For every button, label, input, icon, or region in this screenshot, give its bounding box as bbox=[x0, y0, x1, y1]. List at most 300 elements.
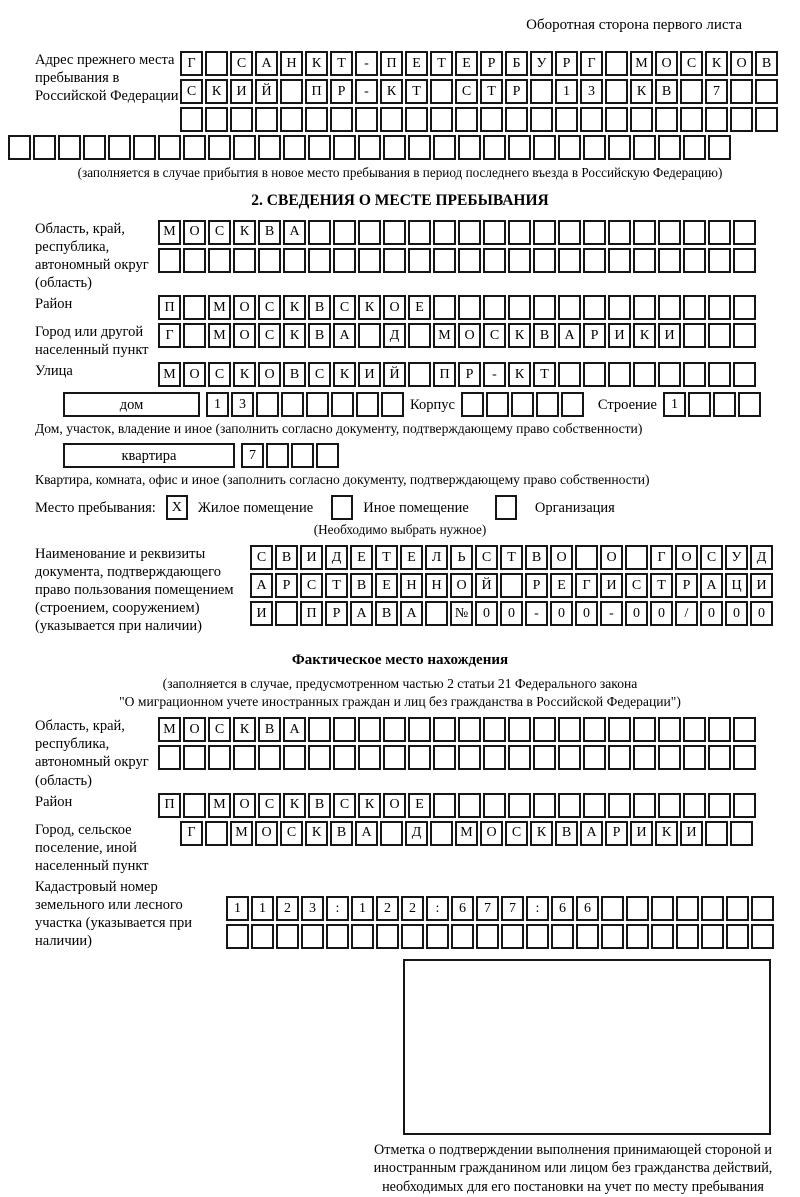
char-box bbox=[738, 392, 761, 417]
apartment-type-box: квартира bbox=[63, 443, 235, 468]
char-box: С bbox=[258, 323, 281, 348]
char-box bbox=[733, 745, 756, 770]
char-box bbox=[433, 295, 456, 320]
char-box bbox=[383, 248, 406, 273]
char-box: 1 bbox=[663, 392, 686, 417]
char-box: О bbox=[233, 793, 256, 818]
char-box bbox=[633, 248, 656, 273]
char-box: И bbox=[630, 821, 653, 846]
char-box bbox=[258, 135, 281, 160]
char-box: 3 bbox=[231, 392, 254, 417]
char-box: М bbox=[230, 821, 253, 846]
char-box: О bbox=[255, 821, 278, 846]
korpus-label: Корпус bbox=[410, 396, 455, 413]
char-box bbox=[326, 924, 349, 949]
cadastral-rows bbox=[226, 878, 774, 949]
char-box bbox=[605, 79, 628, 104]
char-box bbox=[533, 220, 556, 245]
char-box bbox=[575, 545, 598, 570]
char-box: 0 bbox=[700, 601, 723, 626]
char-box bbox=[356, 392, 379, 417]
char-box bbox=[536, 392, 559, 417]
char-box bbox=[561, 392, 584, 417]
char-row bbox=[158, 220, 756, 245]
char-box: - bbox=[483, 362, 506, 387]
char-box bbox=[433, 717, 456, 742]
char-box: 1 bbox=[351, 896, 374, 921]
char-box: Е bbox=[350, 545, 373, 570]
actual-region-rows bbox=[158, 717, 756, 770]
actual-region-block bbox=[8, 717, 792, 790]
char-box bbox=[683, 793, 706, 818]
checkbox-other-premise bbox=[331, 495, 353, 520]
char-box bbox=[425, 601, 448, 626]
char-box bbox=[308, 135, 331, 160]
char-box: № bbox=[450, 601, 473, 626]
char-row bbox=[241, 443, 339, 468]
char-box: В bbox=[330, 821, 353, 846]
char-box bbox=[658, 793, 681, 818]
char-box: И bbox=[658, 323, 681, 348]
char-box bbox=[708, 362, 731, 387]
char-row bbox=[250, 601, 773, 626]
district-block bbox=[8, 295, 792, 320]
char-row bbox=[158, 295, 756, 320]
stay-type-row bbox=[8, 495, 792, 520]
char-box bbox=[533, 248, 556, 273]
char-box: Д bbox=[405, 821, 428, 846]
char-box: О bbox=[183, 717, 206, 742]
char-box: Б bbox=[505, 51, 528, 76]
char-box: М bbox=[455, 821, 478, 846]
char-box bbox=[651, 924, 674, 949]
char-box: И bbox=[680, 821, 703, 846]
char-box bbox=[508, 717, 531, 742]
char-box: Т bbox=[480, 79, 503, 104]
char-box: К bbox=[508, 362, 531, 387]
char-box bbox=[183, 135, 206, 160]
char-box: С bbox=[258, 295, 281, 320]
char-box bbox=[458, 717, 481, 742]
char-box: Р bbox=[480, 51, 503, 76]
char-box bbox=[680, 107, 703, 132]
char-box: И bbox=[600, 573, 623, 598]
char-box bbox=[258, 248, 281, 273]
char-box: К bbox=[380, 79, 403, 104]
char-box: К bbox=[508, 323, 531, 348]
stamp-box bbox=[403, 959, 771, 1135]
actual-region-label: Область, край, республика, автономный округ (область) bbox=[35, 718, 149, 789]
char-box: О bbox=[480, 821, 503, 846]
char-box: П bbox=[305, 79, 328, 104]
char-box bbox=[180, 107, 203, 132]
char-box bbox=[558, 220, 581, 245]
char-box bbox=[633, 793, 656, 818]
char-box: П bbox=[158, 295, 181, 320]
char-box bbox=[583, 135, 606, 160]
char-box: А bbox=[333, 323, 356, 348]
char-box bbox=[683, 135, 706, 160]
char-box bbox=[258, 745, 281, 770]
char-box bbox=[501, 924, 524, 949]
char-box: В bbox=[555, 821, 578, 846]
prev-address-label: Адрес прежнего места пребывания в Российской Федерации bbox=[35, 51, 179, 104]
char-box bbox=[408, 248, 431, 273]
char-box: С bbox=[625, 573, 648, 598]
char-box bbox=[483, 717, 506, 742]
char-box bbox=[433, 745, 456, 770]
char-box bbox=[305, 107, 328, 132]
char-box bbox=[526, 924, 549, 949]
char-box bbox=[458, 295, 481, 320]
char-box bbox=[658, 248, 681, 273]
char-box: О bbox=[258, 362, 281, 387]
char-box: Й bbox=[383, 362, 406, 387]
char-box: Н bbox=[425, 573, 448, 598]
char-box: К bbox=[283, 793, 306, 818]
char-box bbox=[458, 745, 481, 770]
char-box bbox=[683, 362, 706, 387]
actual-district-label: Район bbox=[35, 793, 73, 810]
char-box bbox=[433, 793, 456, 818]
char-box bbox=[680, 79, 703, 104]
char-box bbox=[508, 248, 531, 273]
char-box bbox=[33, 135, 56, 160]
char-box: С bbox=[680, 51, 703, 76]
stay-type-label: Место пребывания: bbox=[35, 499, 156, 516]
char-box bbox=[358, 220, 381, 245]
region-block bbox=[8, 220, 792, 293]
char-box: С bbox=[483, 323, 506, 348]
char-box bbox=[433, 248, 456, 273]
char-box: В bbox=[258, 220, 281, 245]
char-box bbox=[233, 248, 256, 273]
char-box: О bbox=[183, 362, 206, 387]
char-box bbox=[583, 295, 606, 320]
char-box bbox=[408, 745, 431, 770]
stamp-area bbox=[353, 959, 793, 1197]
char-box bbox=[283, 248, 306, 273]
char-box: Е bbox=[375, 573, 398, 598]
char-box: О bbox=[233, 295, 256, 320]
char-box bbox=[658, 717, 681, 742]
char-box: А bbox=[283, 717, 306, 742]
actual-location-title: Фактическое место нахождения bbox=[291, 652, 509, 669]
char-box: А bbox=[350, 601, 373, 626]
char-box bbox=[330, 107, 353, 132]
char-box bbox=[183, 248, 206, 273]
char-box bbox=[108, 135, 131, 160]
char-box: 0 bbox=[725, 601, 748, 626]
char-box: Т bbox=[500, 545, 523, 570]
char-box bbox=[558, 717, 581, 742]
char-box: 1 bbox=[206, 392, 229, 417]
actual-district-block bbox=[8, 793, 792, 818]
char-box bbox=[183, 793, 206, 818]
char-box bbox=[333, 717, 356, 742]
char-box bbox=[558, 793, 581, 818]
region-label: Область, край, республика, автономный округ (область) bbox=[35, 220, 149, 291]
char-box: - bbox=[525, 601, 548, 626]
char-box bbox=[308, 745, 331, 770]
char-box bbox=[458, 220, 481, 245]
char-box bbox=[505, 107, 528, 132]
char-box bbox=[208, 135, 231, 160]
char-box: В bbox=[533, 323, 556, 348]
char-box: 0 bbox=[500, 601, 523, 626]
char-box bbox=[733, 793, 756, 818]
char-box bbox=[331, 392, 354, 417]
option-other-premise-label: Иное помещение bbox=[363, 499, 469, 516]
char-box bbox=[358, 135, 381, 160]
district-label: Район bbox=[35, 296, 73, 313]
char-box: К bbox=[305, 51, 328, 76]
char-box bbox=[458, 793, 481, 818]
char-box: К bbox=[233, 220, 256, 245]
char-box bbox=[583, 220, 606, 245]
char-box bbox=[713, 392, 736, 417]
char-box: Е bbox=[550, 573, 573, 598]
char-box bbox=[705, 107, 728, 132]
char-box bbox=[633, 220, 656, 245]
char-box bbox=[511, 392, 534, 417]
char-box: Т bbox=[405, 79, 428, 104]
char-box bbox=[658, 745, 681, 770]
char-box: К bbox=[655, 821, 678, 846]
city-block bbox=[8, 323, 792, 359]
char-row bbox=[663, 392, 761, 417]
char-box bbox=[355, 107, 378, 132]
char-box bbox=[376, 924, 399, 949]
char-box: М bbox=[208, 323, 231, 348]
char-box bbox=[708, 295, 731, 320]
char-row bbox=[250, 545, 773, 570]
char-box bbox=[383, 135, 406, 160]
char-box: В bbox=[283, 362, 306, 387]
char-box bbox=[730, 107, 753, 132]
char-box bbox=[633, 745, 656, 770]
char-box bbox=[281, 392, 304, 417]
char-box bbox=[626, 896, 649, 921]
cadastral-label: Кадастровый номер земельного или лесного участка (указывается при наличии) bbox=[35, 879, 192, 950]
char-box: И bbox=[750, 573, 773, 598]
char-box bbox=[408, 220, 431, 245]
char-box bbox=[358, 248, 381, 273]
char-box: А bbox=[400, 601, 423, 626]
char-box bbox=[608, 135, 631, 160]
char-box bbox=[308, 717, 331, 742]
actual-city-label: Город, сельское поселение, иной населенный пункт bbox=[35, 821, 149, 874]
char-row bbox=[180, 79, 778, 104]
char-box: 3 bbox=[301, 896, 324, 921]
char-box: Е bbox=[405, 51, 428, 76]
char-box: П bbox=[433, 362, 456, 387]
char-box bbox=[508, 745, 531, 770]
char-box: Р bbox=[325, 601, 348, 626]
option-organization-label: Организация bbox=[534, 499, 615, 516]
char-box: О bbox=[600, 545, 623, 570]
apartment-row bbox=[8, 443, 792, 468]
char-box: М bbox=[158, 220, 181, 245]
char-box: И bbox=[250, 601, 273, 626]
char-box: Р bbox=[583, 323, 606, 348]
char-box: А bbox=[255, 51, 278, 76]
char-box: К bbox=[233, 717, 256, 742]
char-box: С bbox=[280, 821, 303, 846]
char-box bbox=[383, 745, 406, 770]
char-box: О bbox=[383, 793, 406, 818]
char-box bbox=[458, 135, 481, 160]
char-box bbox=[483, 793, 506, 818]
char-box bbox=[601, 924, 624, 949]
char-box: Н bbox=[400, 573, 423, 598]
char-box bbox=[630, 107, 653, 132]
char-box bbox=[583, 793, 606, 818]
cadastral-block bbox=[8, 878, 792, 951]
char-box bbox=[625, 545, 648, 570]
char-box bbox=[226, 924, 249, 949]
char-box: К bbox=[305, 821, 328, 846]
char-box: У bbox=[530, 51, 553, 76]
char-box: 1 bbox=[226, 896, 249, 921]
char-box bbox=[205, 821, 228, 846]
actual-location-note-1: (заполняется в случае, предусмотренном частью 2 статьи 21 Федерального закона bbox=[162, 676, 638, 692]
char-box bbox=[291, 443, 314, 468]
char-box: И bbox=[230, 79, 253, 104]
char-box bbox=[608, 248, 631, 273]
char-box bbox=[683, 717, 706, 742]
char-box bbox=[333, 220, 356, 245]
char-box: К bbox=[530, 821, 553, 846]
char-box: К bbox=[358, 295, 381, 320]
char-box: В bbox=[755, 51, 778, 76]
char-box bbox=[483, 135, 506, 160]
checkbox-residential: X bbox=[166, 495, 188, 520]
char-box bbox=[383, 717, 406, 742]
char-box: С bbox=[230, 51, 253, 76]
char-box bbox=[408, 135, 431, 160]
char-box: А bbox=[558, 323, 581, 348]
char-box bbox=[208, 248, 231, 273]
char-box bbox=[430, 107, 453, 132]
char-box bbox=[633, 362, 656, 387]
char-box bbox=[733, 323, 756, 348]
char-box: К bbox=[358, 793, 381, 818]
char-box: О bbox=[730, 51, 753, 76]
char-box bbox=[708, 135, 731, 160]
char-box bbox=[558, 135, 581, 160]
char-box bbox=[605, 51, 628, 76]
char-row bbox=[158, 362, 756, 387]
document-rows bbox=[250, 545, 773, 626]
char-box bbox=[701, 924, 724, 949]
char-box bbox=[276, 924, 299, 949]
char-box: Р bbox=[330, 79, 353, 104]
char-box: К bbox=[283, 295, 306, 320]
char-box bbox=[255, 107, 278, 132]
char-box: О bbox=[450, 573, 473, 598]
char-box bbox=[476, 924, 499, 949]
char-box: О bbox=[383, 295, 406, 320]
street-label: Улица bbox=[35, 363, 73, 380]
char-box bbox=[733, 295, 756, 320]
char-box bbox=[430, 821, 453, 846]
char-box: Р bbox=[525, 573, 548, 598]
char-box bbox=[688, 392, 711, 417]
char-box: 6 bbox=[551, 896, 574, 921]
char-box: С bbox=[333, 793, 356, 818]
char-box bbox=[383, 220, 406, 245]
char-box bbox=[651, 896, 674, 921]
prev-address-note: (заполняется в случае прибытия в новое место пребывания в период последнего въезда в Российскую Федерацию) bbox=[77, 164, 723, 180]
char-box bbox=[558, 295, 581, 320]
char-box bbox=[558, 362, 581, 387]
char-box: О bbox=[458, 323, 481, 348]
char-box bbox=[8, 135, 31, 160]
char-box: У bbox=[725, 545, 748, 570]
char-box: Ц bbox=[725, 573, 748, 598]
char-box: Й bbox=[475, 573, 498, 598]
char-box bbox=[626, 924, 649, 949]
char-box: Р bbox=[675, 573, 698, 598]
char-box bbox=[730, 79, 753, 104]
char-box bbox=[483, 248, 506, 273]
char-box bbox=[633, 717, 656, 742]
char-box bbox=[280, 79, 303, 104]
char-box bbox=[633, 135, 656, 160]
char-box bbox=[351, 924, 374, 949]
char-box: В bbox=[525, 545, 548, 570]
char-box: А bbox=[355, 821, 378, 846]
char-box: К bbox=[283, 323, 306, 348]
char-box bbox=[483, 295, 506, 320]
char-box: В bbox=[258, 717, 281, 742]
char-box: В bbox=[308, 295, 331, 320]
char-box bbox=[380, 107, 403, 132]
char-box bbox=[480, 107, 503, 132]
option-residential-label: Жилое помещение bbox=[197, 499, 314, 516]
char-box: 0 bbox=[650, 601, 673, 626]
prev-address-rows bbox=[180, 51, 778, 132]
char-box bbox=[401, 924, 424, 949]
char-box bbox=[266, 443, 289, 468]
document-label: Наименование и реквизиты документа, подтверждающего право пользования помещением (строением, сооружением) (указывается при наличии) bbox=[35, 545, 234, 635]
char-box bbox=[461, 392, 484, 417]
char-box: В bbox=[375, 601, 398, 626]
char-box: Р bbox=[505, 79, 528, 104]
char-box bbox=[408, 362, 431, 387]
char-box bbox=[755, 107, 778, 132]
char-box bbox=[683, 248, 706, 273]
char-box bbox=[608, 745, 631, 770]
char-box: 2 bbox=[276, 896, 299, 921]
char-box bbox=[205, 51, 228, 76]
char-box: М bbox=[433, 323, 456, 348]
char-box: Й bbox=[255, 79, 278, 104]
char-box bbox=[133, 135, 156, 160]
char-box: К bbox=[233, 362, 256, 387]
document-block bbox=[8, 545, 792, 636]
char-box: С bbox=[300, 573, 323, 598]
char-box: В bbox=[655, 79, 678, 104]
char-box bbox=[508, 793, 531, 818]
house-type-box: дом bbox=[63, 392, 200, 417]
char-box: С bbox=[505, 821, 528, 846]
char-box: Г bbox=[180, 821, 203, 846]
char-box: Л bbox=[425, 545, 448, 570]
char-box: Г bbox=[158, 323, 181, 348]
char-box bbox=[733, 717, 756, 742]
